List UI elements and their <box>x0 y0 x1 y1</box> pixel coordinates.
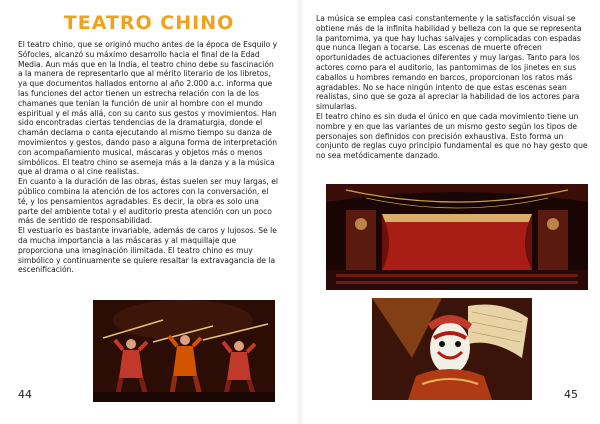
right-page <box>300 0 600 424</box>
opera-performer-photo <box>372 298 532 400</box>
dance-illustration <box>93 300 275 402</box>
right-body-text: La música se emplea casi constantemente y la satisfacción visual se obtiene más de la infinita habilidad y belleza con la que se representa la pantomima, ya que hay luchas salvajes y complicadas con espadas que nunca llegan a tocarse. Las escenas de muerte ofrecen oportunidades de actuaciones diferentes y muy largas. Tanto para los actores como para el auditorio, las pantomimas de los jinetes en sus caballos u hombres remando en barcos, proporcionan los ratos más agradables. No se hace ningún intento de que estas escenas sean realistas, sino que se goza al apreciar la habilidad de los actores para simularlas. El teatro chino es sin duda el único en que cada movimiento tiene un nombre y en que las variantes de un mismo gesto según los tipos de personajes son definidos con precisión exhaustiva. Esto forma un conjunto de reglas cuyo principio fundamental es que no hay gesto que no sea metódicamente danzado. <box>316 14 588 161</box>
page-number-right: 45 <box>564 388 578 401</box>
theater-photo <box>326 184 588 290</box>
left-body-text: El teatro chino, que se originó mucho antes de la época de Esquilo y Sófocles, alcanzó su máximo desarrollo hacia el final de la Edad Media. Aun más que en la India, el teatro chino debe su fascinación a la manera de representarlo que al mérito literario de los libretos, ya que documentos hallados entorno al año 2.000 a.c. informa que las funciones del actor tienen un estrecha relación con la de los chamanes que tenían la función de unir al hombre con el mundo espiritual y el más allá, con su canto sus gestos y movimientos. Han sido encontradas ciertas tendencias de la dramaturgia, donde el chamán declama o canta ejecutando al mismo tiempo su danza de movimientos y gestos, dando paso a alguna forma de interpretación con acompañamiento musical, máscaras y objetos más o menos simbólicos. El teatro chino se asemeja más a la danza y a la música que al drama o al cine realistas. En cuanto a la duración de las obras, éstas suelen ser muy largas, el público combina la atención de los actores con la conversación, el té, y los pensamientos agradables. Es decir, la obra es solo una parte del ambiente total y el auditorio presta atención con un poco más de sentido de responsabilidad. El vestuario es bastante invariable, además de caros y lujosos. Se le da mucha importancia a las máscaras y al maquillaje que proporciona una imaginación ilimitada. El teatro chino es muy simbólico y continuamente se quiere resaltar la extravagancia de la escenificación. <box>18 40 278 275</box>
dance-photo <box>93 300 275 402</box>
theater-illustration <box>326 184 588 290</box>
opera-performer-illustration <box>372 298 532 400</box>
page-title: TEATRO CHINO <box>63 12 235 34</box>
page-number-left: 44 <box>18 388 32 401</box>
